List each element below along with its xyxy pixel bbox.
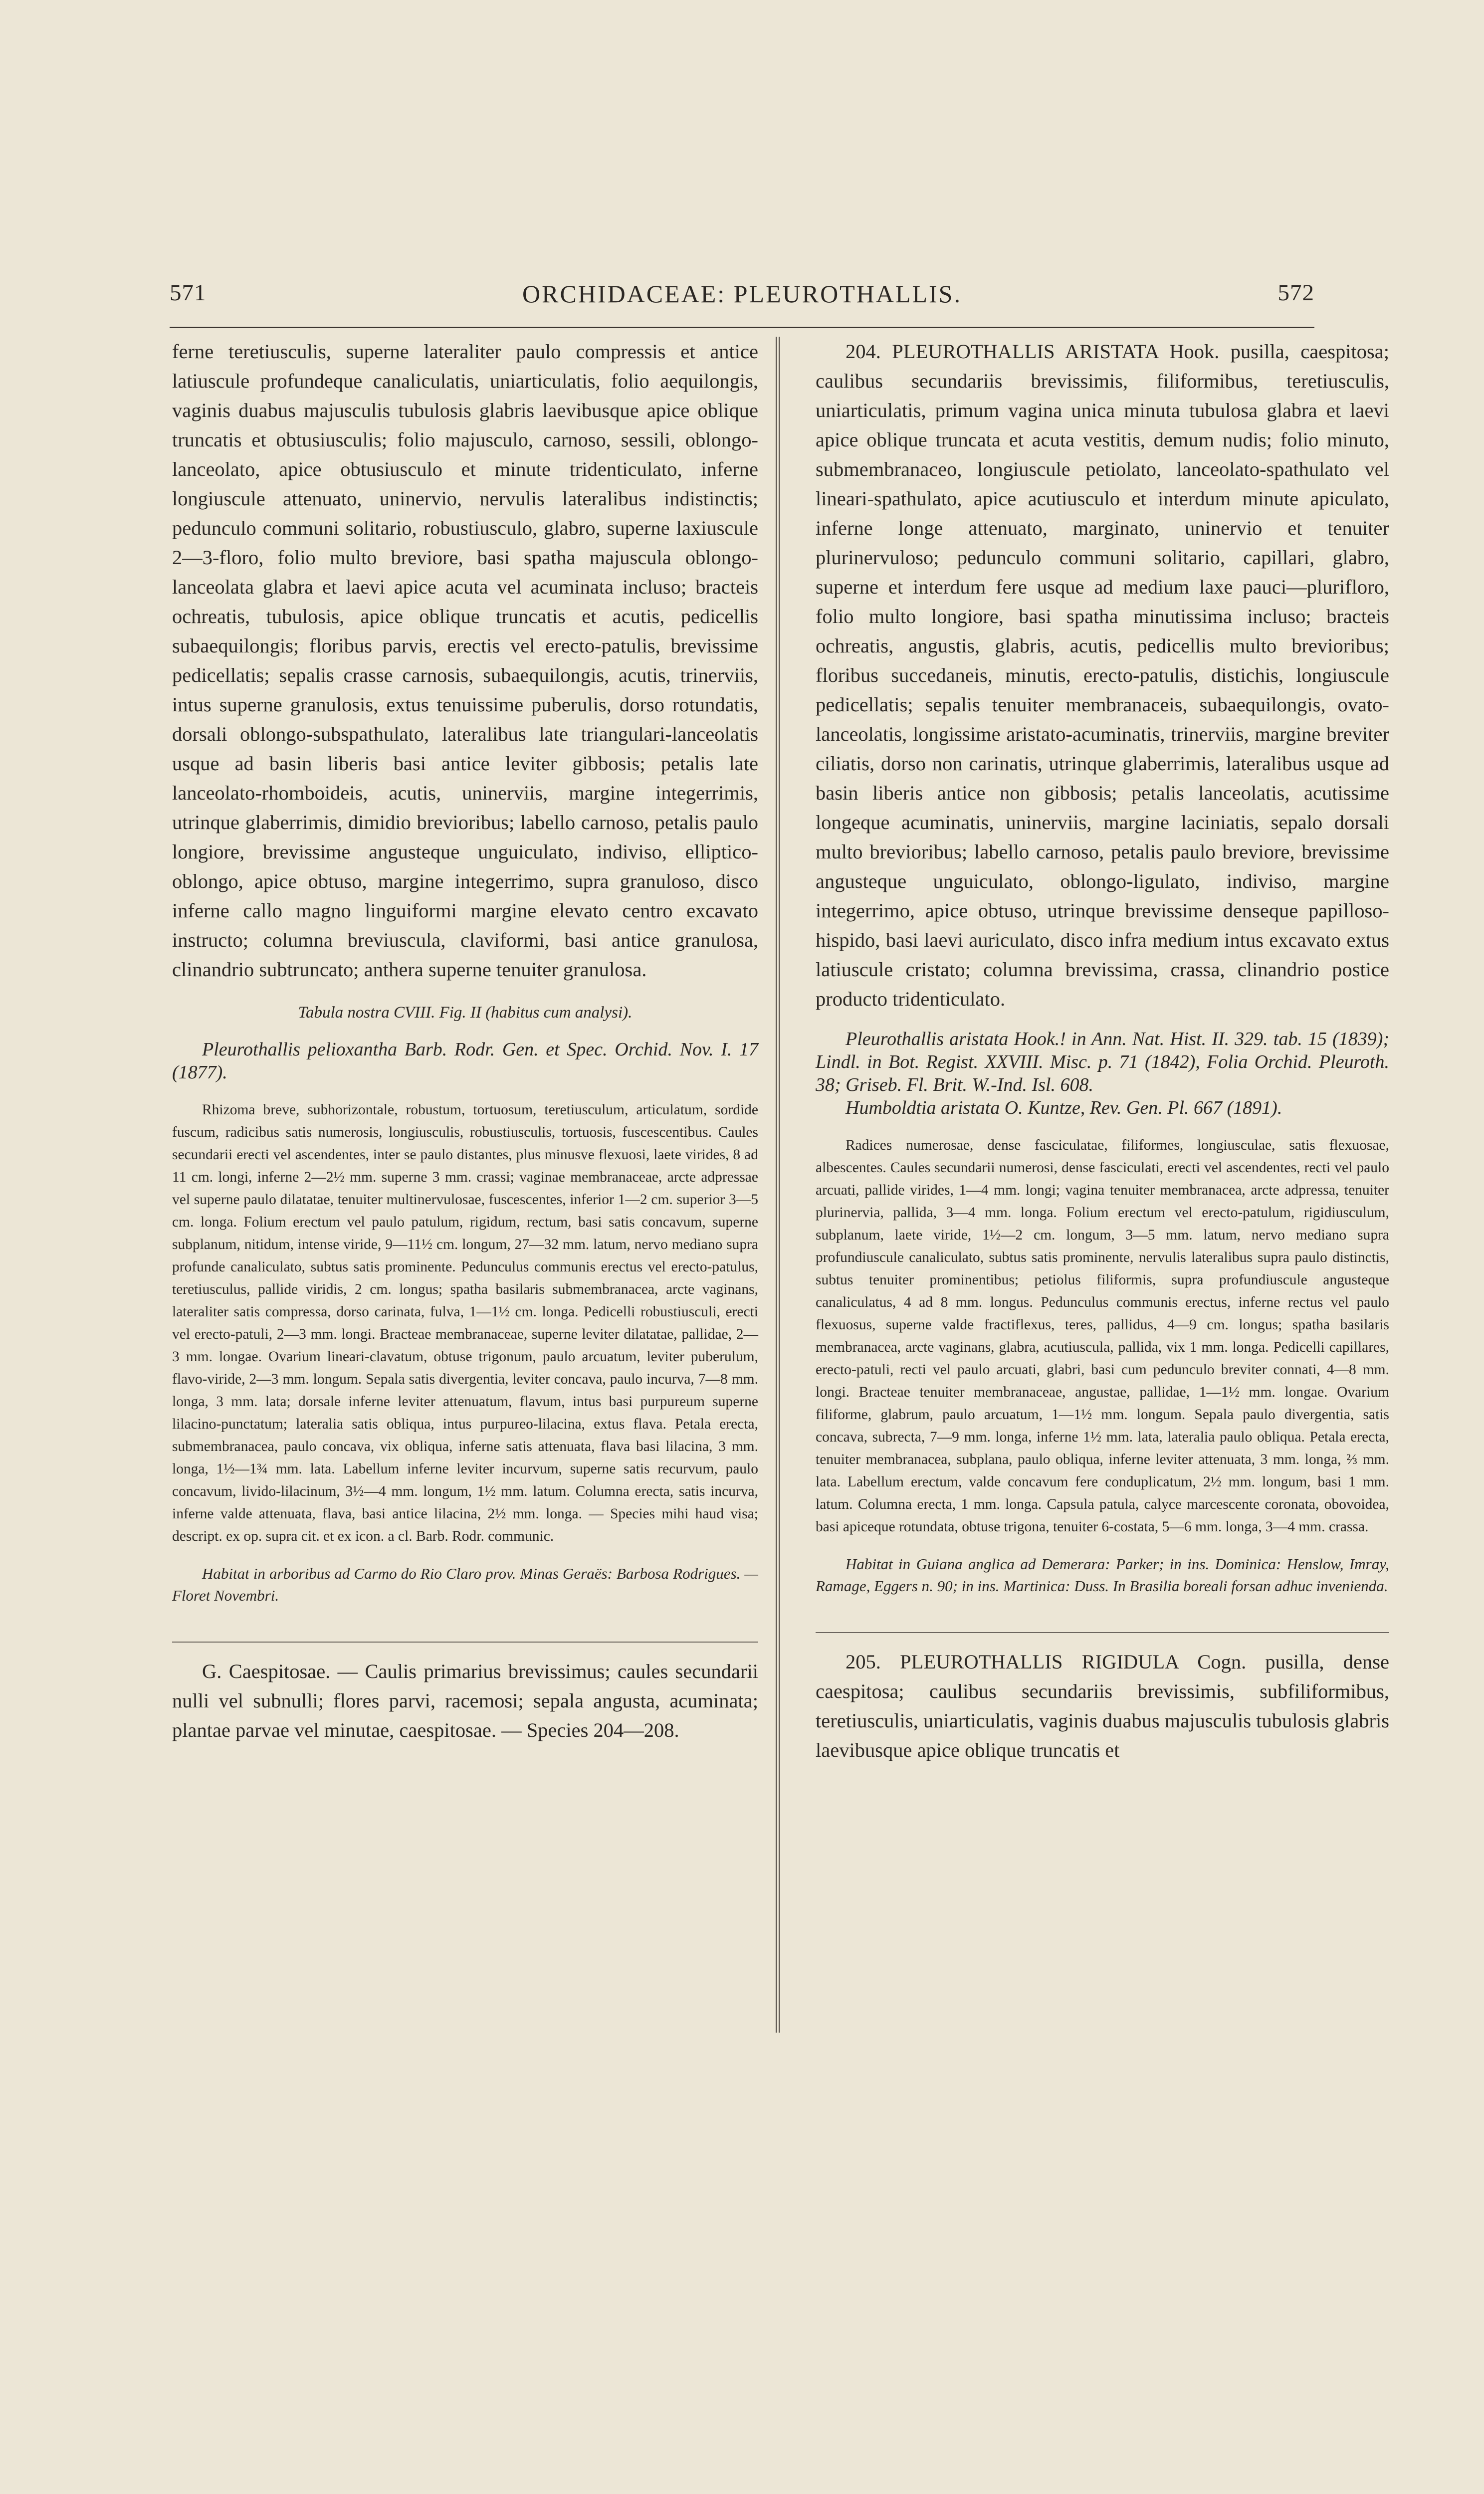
synonym-reference: Pleurothallis pelioxantha Barb. Rodr. Gen. et Spec. Orchid. Nov. I. 17 (1877).	[172, 1039, 758, 1083]
habitat-note: Habitat in arboribus ad Carmo do Rio Claro prov. Minas Geraës: Barbosa Rodrigues. — Floret Novembri.	[172, 1565, 758, 1604]
species-204-references: Pleurothallis aristata Hook.! in Ann. Nat. Hist. II. 329. tab. 15 (1839); Lindl. in Bot. Regist. XXVIII. Misc. p. 71 (1842), Folia Orchid. Pleuroth. 38; Griseb. Fl. Brit. W.-Ind. Isl. 608.	[816, 1029, 1389, 1095]
species-204-entry: 204. PLEUROTHALLIS ARISTATA Hook. pusilla, caespitosa; caulibus secundariis brevissimis, filiformibus, teretiusculis, uniarticulatis, primum vagina unica minuta tubulosa glabra et laevi apice oblique truncata et acuta vestitis, demum nudis; folio minuto, submembranaceo, longiuscule petiolato, lanceolato-spathulato vel lineari-spathulato, apice acutiusculo et interdum minute apiculato, inferne longe attenuato, marginato, uninervio et tenuiter plurinervuloso; pedunculo communi solitario, capillari, glabro, superne et interdum fere usque ad medium laxe pauci—plurifloro, folio multo longiore, basi spatha minutissima incluso; bracteis ochreatis, angustis, glabris, acutis, pedicellis multo brevioribus; floribus succedaneis, minutis, erecto-patulis, distichis, longiuscule pedicellatis; sepalis tenuiter membranaceis, subaequilongis, ovato-lanceolatis, longissime aristato-acuminatis, trinerviis, margine breviter ciliatis, dorso non carinatis, utrinque glaberrimis, lateralibus usque ad basin liberis antice non gibbosis; petalis lanceolatis, acutissime longeque acuminatis, uninerviis, margine laciniatis, sepalo dorsali multo brevioribus; labello carnoso, petalis paulo breviore, brevissime angusteque unguiculato, oblongo-ligulato, indiviso, margine integerrimo, apice obtuso, utrinque brevissime denseque papilloso-hispido, basi laevi auriculato, disco infra medium intus excavato extus latiuscule cristato; columna brevissima, crassa, clinandrio postice producto tridenticulato.	[816, 340, 1389, 1010]
section-divider	[172, 1642, 758, 1643]
running-title: ORCHIDACEAE: PLEUROTHALLIS.	[522, 280, 962, 308]
left-column	[172, 337, 758, 1745]
section-caespitosae: G. Caespitosae. — Caulis primarius brevissimus; caules secundarii nulli vel subnulli; flores parvi, racemosi; sepala angusta, acuminata; plantae parvae vel minutae, caespitosae. — Species 204—208.	[172, 1660, 758, 1741]
right-column	[816, 337, 1389, 1765]
species-description-continued: ferne teretiusculis, superne lateraliter paulo compressis et antice latiuscule profundeque canaliculatis, uniarticulatis, folio aequilongis, vaginis duabus majusculis tubulosis glabris laevibusque apice oblique truncatis et obtusiusculis; folio majusculo, carnoso, sessili, oblongo-lanceolato, apice obtusiusculo et minute tridenticulato, inferne longiuscule attenuato, uninervio, nervulis lateralibus indistinctis; pedunculo communi solitario, robustiusculo, glabro, superne laxiuscule 2—3-floro, folio multo breviore, basi spatha majuscula oblongo-lanceolata glabra et laevi apice acuta vel acuminata incluso; bracteis ochreatis, tubulosis, apice oblique truncatis et acutis, pedicellis subaequilongis; floribus parvis, erectis vel erecto-patulis, brevissime pedicellatis; sepalis crasse carnosis, subaequilongis, acutis, trinerviis, intus superne granulosis, extus tenuissime puberulis, dorso rotundatis, dorsali oblongo-subspathulato, lateralibus late triangulari-lanceolatis usque ad basin liberis basi antice leviter gibbosis; petalis late lanceolato-rhomboideis, acutis, uninerviis, margine integerrimis, utrinque glaberrimis, dimidio brevioribus; labello carnoso, petalis paulo longiore, brevissime angusteque unguiculato, indiviso, elliptico-oblongo, apice obtuso, margine integerrimo, supra granuloso, disco inferne callo magno linguiformi margine elevato centro excavato instructo; columna breviuscula, claviformi, basi antice granulosa, clinandrio subtruncato; anthera superne tenuiter granulosa.	[172, 340, 758, 981]
species-204-synonym: Humboldtia aristata O. Kuntze, Rev. Gen. Pl. 667 (1891).	[846, 1097, 1282, 1118]
page-number-left: 571	[170, 280, 207, 306]
plate-reference: Tabula nostra CVIII. Fig. II (habitus cum analysi).	[298, 1004, 633, 1022]
species-204-habitat: Habitat in Guiana anglica ad Demerara: Parker; in ins. Dominica: Henslow, Imray, Ramage, Eggers n. 90; in ins. Martinica: Duss. In Brasilia boreali forsan adhuc invenienda.	[816, 1555, 1389, 1595]
column-divider	[776, 337, 780, 2033]
species-205-entry: 205. PLEUROTHALLIS RIGIDULA Cogn. pusilla, dense caespitosa; caulibus secundariis brevissimis, subfiliformibus, teretiusculis, uniarticulatis, vaginis duabus majusculis tubulosis glabris laevibusque apice oblique truncatis et	[816, 1651, 1389, 1761]
species-204-description: Radices numerosae, dense fasciculatae, filiformes, longiusculae, satis flexuosae, albescentes. Caules secundarii numerosi, dense fasciculati, erecti vel ascendentes, recti vel paulo arcuati, pallide virides, 1—4 mm. longi; vagina tenuiter membranacea, arcte adpressa, tenuiter plurinervia, pallida, 3—4 mm. longa. Folium erectum vel erecto-patulum, rigidiusculum, subplanum, laete viride, 1½—2 cm. longum, 3—5 mm. latum, nervo mediano supra profundiuscule canaliculato, subtus satis prominente, nervulis lateralibus supra paulo distinctis, subtus tenuiter prominentibus; petiolus filiformis, supra profundiuscule angusteque canaliculatus, 4 ad 8 mm. longus. Pedunculus communis erectus, inferne rectus vel paulo flexuosus, superne valde fractiflexus, teres, pallidus, 4—9 cm. longus; spatha basilaris membranacea, arcte vaginans, glabra, acutiuscula, pallida, vix 1 mm. longa. Pedicelli capillares, erecto-patuli, recti vel paulo arcuati, glabri, basi cum pedunculo breviter connati, 4—8 mm. longi. Bracteae tenuiter membranaceae, angustae, pallidae, 1—1½ mm. longae. Ovarium filiforme, glabrum, paulo arcuatum, 1—1½ mm. longum. Sepala paulo divergentia, satis concava, subrecta, 7—9 mm. longa, inferne 1½ mm. lata, lateralia paulo obliqua. Petala erecta, tenuiter membranacea, subplana, paulo obliqua, inferne leviter attenuata, 3 mm. longa, ⅔ mm. lata. Labellum erectum, valde concavum fere conduplicatum, 2½ mm. longum, basi 1 mm. latum. Columna erecta, 1 mm. longa. Capsula patula, calyce marcescente coronata, obovoidea, basi apiceque rotundata, obtuse trigona, tenuiter 6-costata, 5—6 mm. longa, 3—4 mm. crassa.	[816, 1137, 1389, 1535]
section-divider-right	[816, 1632, 1389, 1633]
page-number-right: 572	[1277, 280, 1314, 306]
page-header	[170, 279, 1314, 314]
header-rule	[170, 327, 1314, 328]
detailed-description: Rhizoma breve, subhorizontale, robustum, tortuosum, teretiusculum, articulatum, sordide fuscum, radicibus satis numerosis, longiusculis, robustiusculis, tortuosis, fuscescentibus. Caules secundarii erecti vel ascendentes, inter se paulo distantes, plus minusve flexuosi, laete virides, 8 ad 11 cm. longi, inferne 2—2½ mm. superne 3 mm. crassi; vaginae membranaceae, arcte adpressae vel superne paulo dilatatae, tenuiter multinervulosae, fuscescentes, inferior 1—2 cm. superior 3—5 cm. longa. Folium erectum vel paulo patulum, rigidum, rectum, basi satis concavum, superne subplanum, nitidum, intense viride, 9—11½ cm. longum, 27—32 mm. latum, nervo mediano supra profunde canaliculato, subtus satis prominente. Pedunculus communis erectus vel erecto-patulus, teretiusculus, pallide viridis, 2 cm. longus; spatha basilaris submembranacea, arcte vaginans, lateraliter satis compressa, dorso carinata, fulva, 1—1½ cm. longa. Pedicelli robustiusculi, erecti vel erecto-patuli, 2—3 mm. longi. Bracteae membranaceae, superne leviter dilatatae, pallidae, 2—3 mm. longae. Ovarium lineari-clavatum, obtuse trigonum, paulo arcuatum, leviter puberulum, flavo-viride, 2—3 mm. longum. Sepala satis divergentia, leviter concava, paulo incurva, 7—8 mm. longa, 3 mm. lata; dorsale inferne leviter attenuatum, flavum, intus basi purpureum superne lilacino-punctatum; lateralia satis obliqua, intus purpureo-lilacina, extus flava. Petala erecta, submembranacea, paulo concava, vix obliqua, inferne satis attenuata, flava basi lilacina, 3 mm. longa, 1½—1¾ mm. lata. Labellum inferne leviter incurvum, superne satis recurvum, paulo concavum, livido-lilacinum, 3½—4 mm. longum, 1½ mm. latum. Columna erecta, satis incurva, inferne valde attenuata, flava, basi antice lilacina, 2½ mm. longa. — Species mihi haud visa; descript. ex op. supra cit. et ex icon. a cl. Barb. Rodr. communic.	[172, 1102, 758, 1544]
